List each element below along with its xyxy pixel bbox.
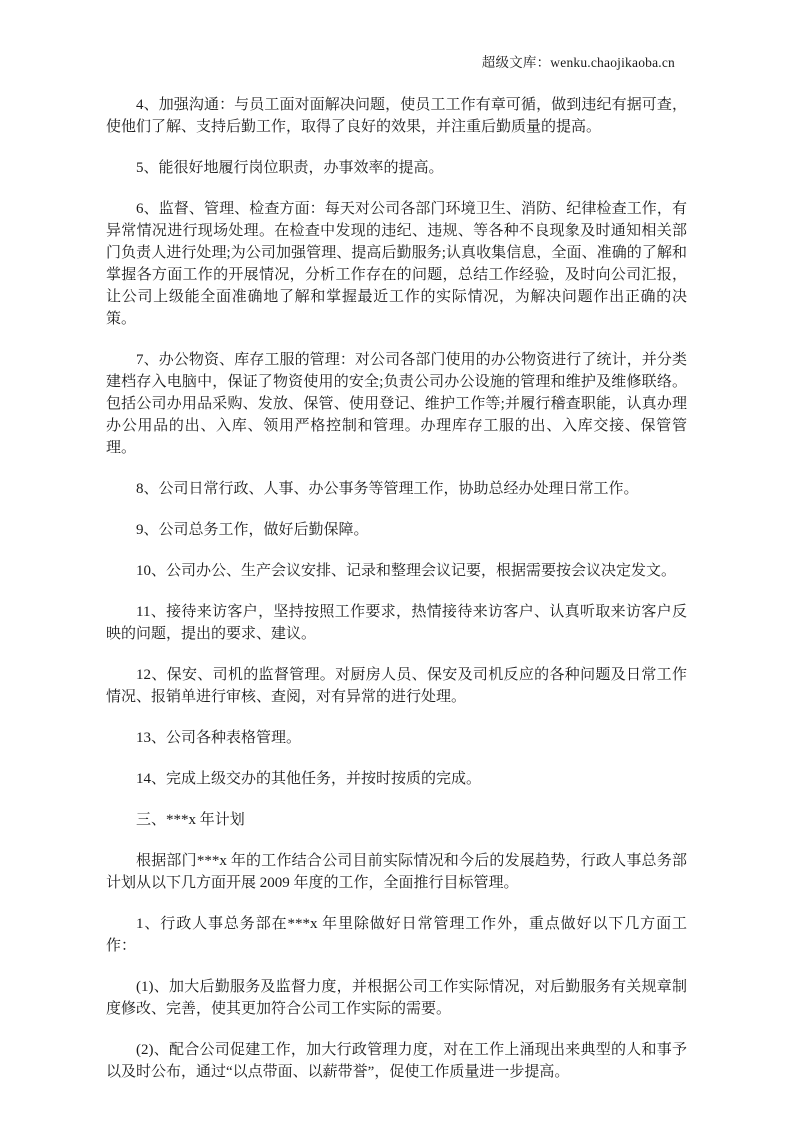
paragraph: 11、接待来访客户，坚持按照工作要求，热情接待来访客户、认真听取来访客户反映的问题，提出的要求、建议。 (106, 604, 687, 642)
paragraph: 14、完成上级交办的其他任务，并按时按质的完成。 (136, 771, 482, 787)
paragraph: 7、办公物资、库存工服的管理：对公司各部门使用的办公物资进行了统计，并分类建档存入电脑中，保证了物资使用的安全;负责公司办公设施的管理和维护及维修联络。包括公司办用品采购、发放、保管、使用登记、维护工作等;并履行稽查职能，认真办理办公用品的出、入库、领用严格控制和管理。办理库存工服的出、入库交接、保管管理。 (106, 352, 687, 456)
paragraph: 4、加强沟通：与员工面对面解决问题，使员工工作有章可循，做到违纪有据可查，使他们了解、支持后勤工作，取得了良好的效果，并注重后勤质量的提高。 (106, 97, 687, 135)
paragraph: 根据部门***x 年的工作结合公司目前实际情况和今后的发展趋势，行政人事总务部计划从以下几方面开展 2009 年度的工作，全面推行目标管理。 (106, 853, 687, 891)
paragraph: 5、能很好地履行岗位职责，办事效率的提高。 (136, 160, 444, 176)
paragraph: 1、行政人事总务部在***x 年里除做好日常管理工作外，重点做好以下几方面工作： (106, 916, 687, 954)
paragraph: (2)、配合公司促建工作，加大行政管理力度，对在工作上涌现出来典型的人和事予以及时公布，通过“以点带面、以薪带誉”，促使工作质量进一步提高。 (106, 1042, 687, 1080)
paragraph: 13、公司各种表格管理。 (136, 730, 302, 746)
paragraph: 6、监督、管理、检查方面：每天对公司各部门环境卫生、消防、纪律检查工作，有异常情况进行现场处理。在检查中发现的违纪、违规、等各种不良现象及时通知相关部门负责人进行处理;为公司加强管理、提高后勤服务;认真收集信息，全面、准确的了解和掌握各方面工作的开展情况，分析工作存在的问题，总结工作经验，及时向公司汇报，让公司上级能全面准确地了解和掌握最近工作的实际情况，为解决问题作出正确的决策。 (106, 201, 687, 327)
paragraph: (1)、加大后勤服务及监督力度，并根据公司工作实际情况，对后勤服务有关规章制度修改、完善，使其更加符合公司工作实际的需要。 (106, 979, 687, 1017)
watermark-text: 超级文库：wenku.chaojikaoba.cn (481, 55, 675, 70)
paragraph: 10、公司办公、生产会议安排、记录和整理会议记要，根据需要按会议决定发文。 (136, 563, 677, 579)
paragraph: 12、保安、司机的监督管理。对厨房人员、保安及司机反应的各种问题及日常工作情况、报销单进行审核、查阅，对有异常的进行处理。 (106, 667, 687, 705)
section-heading: 三、***x 年计划 (136, 812, 245, 828)
paragraph: 8、公司日常行政、人事、办公事务等管理工作，协助总经办处理日常工作。 (136, 481, 639, 497)
document-body (106, 94, 687, 1102)
paragraph: 9、公司总务工作，做好后勤保障。 (136, 522, 369, 538)
